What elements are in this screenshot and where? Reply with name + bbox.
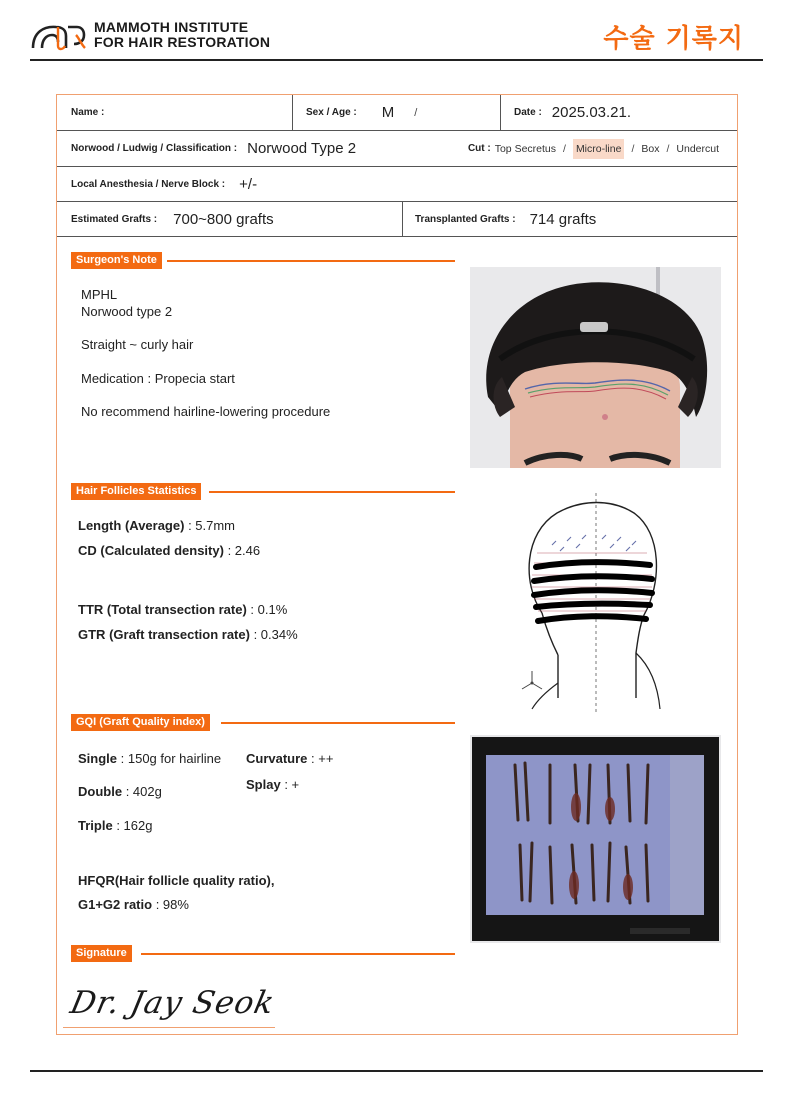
gtr-stat xyxy=(78,627,298,642)
g1g2-label: G1+G2 ratio xyxy=(78,897,153,912)
ttr-value: : 0.1% xyxy=(250,602,288,617)
signature-title: Signature xyxy=(71,945,132,962)
date-value[interactable]: 2025.03.21. xyxy=(551,104,632,121)
transplanted-grafts-label: Transplanted Grafts : xyxy=(415,213,516,225)
row-anesthesia xyxy=(57,167,737,202)
splay-value: : + xyxy=(284,777,300,792)
gqi-title: GQI (Graft Quality index) xyxy=(71,714,210,731)
anesthesia-cell xyxy=(71,167,571,201)
ttr-label: TTR xyxy=(78,602,104,617)
donor-area-diagram xyxy=(512,493,672,715)
estimated-grafts-value[interactable]: 700~800 grafts xyxy=(173,210,274,228)
gtr-paren: (Graft transection rate) xyxy=(109,627,250,642)
cd-stat xyxy=(78,543,260,558)
signature-underline xyxy=(63,1027,275,1028)
length-stat xyxy=(78,518,235,533)
triple-label: Triple xyxy=(78,818,113,833)
header-divider xyxy=(30,59,763,61)
g1g2-value: : 98% xyxy=(155,897,189,912)
date-cell xyxy=(500,95,737,130)
row-grafts xyxy=(57,202,737,237)
graft-monitor-photo xyxy=(470,735,721,943)
curvature-value: : ++ xyxy=(311,751,334,766)
classification-value[interactable]: Norwood Type 2 xyxy=(247,140,357,157)
row-classification xyxy=(57,131,737,167)
cut-separator: / xyxy=(631,142,635,155)
cd-paren: (Calculated density) xyxy=(100,543,224,558)
record-form xyxy=(56,94,738,1035)
classification-label: Norwood / Ludwig / Classification : xyxy=(71,143,238,154)
anesthesia-value[interactable]: +/- xyxy=(239,175,258,193)
splay-label: Splay xyxy=(246,777,281,792)
note-line-5: No recommend hairline-lowering procedure xyxy=(81,404,331,419)
age-separator: / xyxy=(414,106,418,119)
classification-cell xyxy=(71,131,471,166)
triple-value: : 162g xyxy=(116,818,153,833)
splay-stat xyxy=(246,777,299,792)
transplanted-grafts-value[interactable]: 714 grafts xyxy=(529,210,597,228)
double-label: Double xyxy=(78,784,123,799)
anesthesia-label: Local Anesthesia / Nerve Block : xyxy=(71,178,226,190)
length-value: : 5.7mm xyxy=(188,518,236,533)
name-label: Name : xyxy=(71,107,105,118)
curvature-stat xyxy=(246,751,333,766)
ttr-paren: (Total transection rate) xyxy=(106,602,247,617)
single-label: Single xyxy=(78,751,118,766)
section-rule xyxy=(209,491,455,493)
curvature-label: Curvature xyxy=(246,751,308,766)
cut-options xyxy=(468,131,719,166)
length-paren: (Average) xyxy=(124,518,185,533)
date-label: Date : xyxy=(514,107,542,118)
logo-line1: MAMMOTH INSTITUTE xyxy=(94,19,249,35)
note-line-3: Straight ~ curly hair xyxy=(81,337,194,352)
note-line-1: MPHL xyxy=(81,287,118,302)
gtr-label: GTR xyxy=(78,627,106,642)
ttr-stat xyxy=(78,602,287,617)
document-title: 수술 기록지 xyxy=(603,24,744,54)
footer-divider xyxy=(30,1070,763,1072)
name-cell xyxy=(71,95,291,130)
cut-option-micro-line[interactable]: Micro-line xyxy=(573,139,625,159)
estimated-grafts-label: Estimated Grafts : xyxy=(71,213,158,225)
logo-line2: FOR HAIR RESTORATION xyxy=(94,34,271,50)
single-stat xyxy=(78,751,221,766)
triple-stat xyxy=(78,818,152,833)
cut-option-top-secretus[interactable]: Top Secretus xyxy=(494,142,557,155)
cut-separator: / xyxy=(666,142,670,155)
row-name-sex-date xyxy=(57,95,737,131)
g1g2-stat xyxy=(78,897,189,912)
sex-age-label: Sex / Age : xyxy=(306,107,357,118)
note-line-2: Norwood type 2 xyxy=(81,304,173,319)
cut-option-undercut[interactable]: Undercut xyxy=(676,142,719,155)
note-line-4: Medication : Propecia start xyxy=(81,371,235,386)
hfqr-label: HFQR(Hair follicle quality ratio), xyxy=(78,873,275,888)
surgeons-note-title: Surgeon's Note xyxy=(71,252,162,269)
hfqr-stat xyxy=(78,873,274,888)
signature-text: Dr. Jay Seok xyxy=(67,985,279,1021)
cut-option-box[interactable]: Box xyxy=(641,142,660,155)
section-rule xyxy=(221,722,455,724)
length-label: Length xyxy=(78,518,122,533)
double-value: : 402g xyxy=(125,784,162,799)
cut-separator: / xyxy=(563,142,566,155)
estimated-grafts-cell xyxy=(71,202,401,236)
clinic-logo xyxy=(30,18,290,54)
mammoth-logo-icon xyxy=(30,22,88,52)
transplanted-grafts-cell xyxy=(402,202,737,236)
cd-label: CD xyxy=(78,543,97,558)
statistics-title: Hair Follicles Statistics xyxy=(71,483,201,500)
patient-hairline-photo xyxy=(470,267,721,468)
single-value: : 150g for hairline xyxy=(120,751,222,766)
sex-value[interactable]: M xyxy=(381,104,395,121)
gtr-value: : 0.34% xyxy=(253,627,298,642)
cd-value: : 2.46 xyxy=(227,543,261,558)
cut-label: Cut : xyxy=(467,143,491,154)
logo-text xyxy=(94,20,270,50)
section-rule xyxy=(141,953,455,955)
double-stat xyxy=(78,784,162,799)
section-rule xyxy=(167,260,455,262)
signature-area xyxy=(63,983,277,1033)
sex-age-cell xyxy=(292,95,500,130)
